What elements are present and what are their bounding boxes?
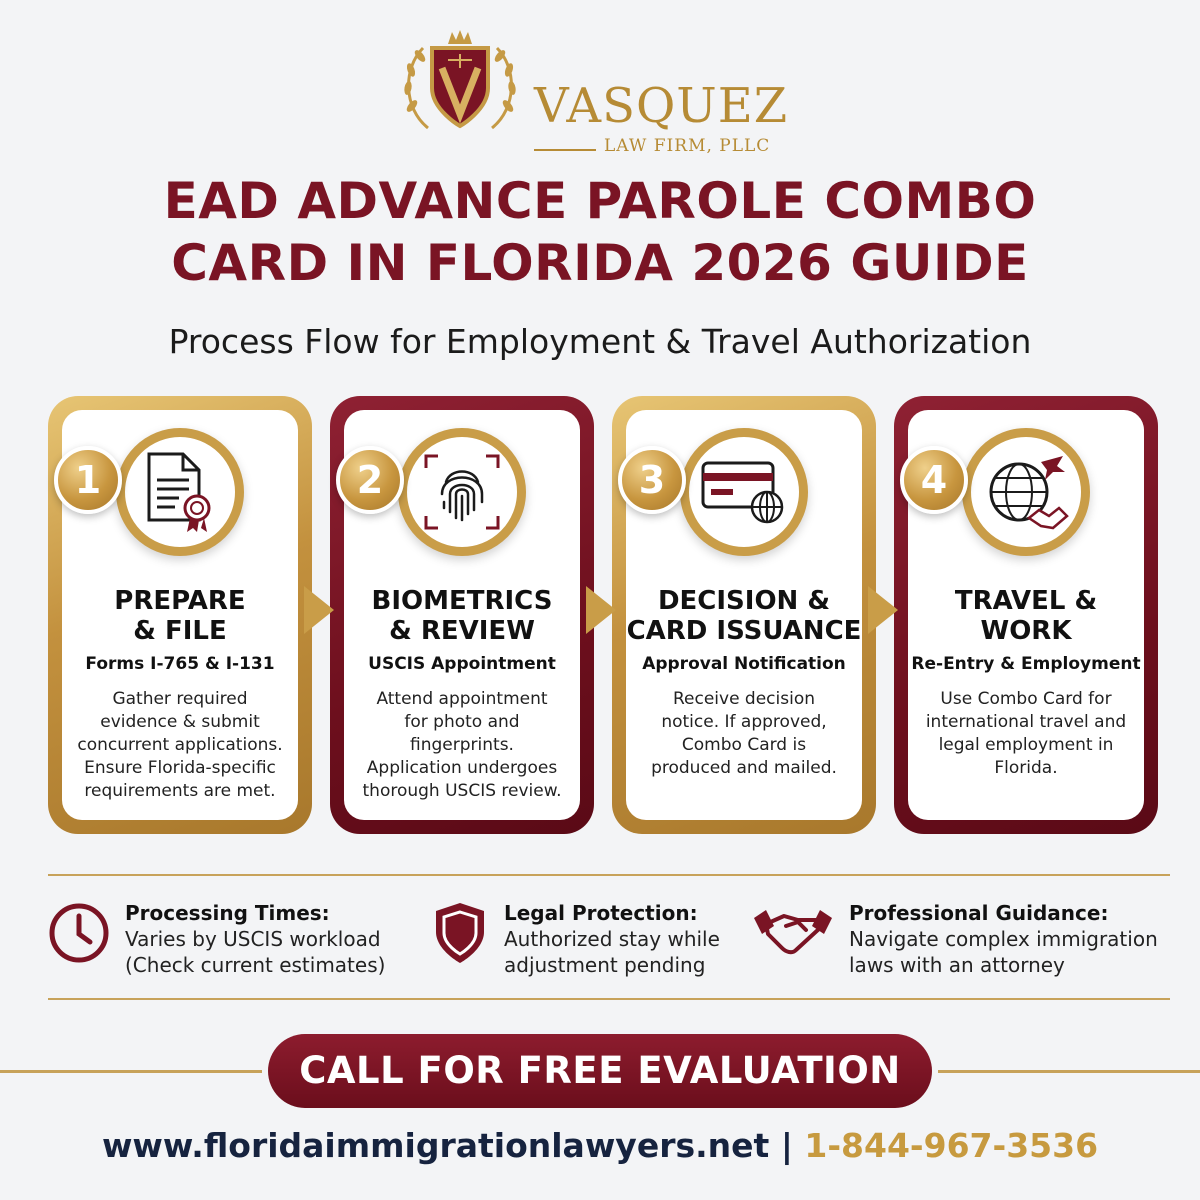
step-desc-line: notice. If approved, — [661, 712, 827, 732]
step-subtitle: USCIS Appointment — [368, 654, 556, 674]
step-desc-line: Ensure Florida-specific — [84, 758, 276, 778]
footer-separator: | — [780, 1126, 793, 1165]
step-subtitle: Re-Entry & Employment — [911, 654, 1141, 674]
step-desc-line: thorough USCIS review. — [362, 781, 562, 801]
step-number-badge: 3 — [618, 446, 686, 514]
step-desc-line: for photo and — [404, 712, 520, 732]
step-desc-line: international travel and — [925, 712, 1127, 732]
step-title — [908, 586, 1144, 646]
page-title-line1: EAD ADVANCE PAROLE COMBO — [163, 172, 1037, 230]
step-description — [354, 688, 570, 803]
info-line: Varies by USCIS workload — [125, 927, 381, 951]
globe-plane-handshake-icon — [983, 452, 1069, 532]
info-title: Professional Guidance: — [849, 901, 1109, 925]
info-text-block — [849, 900, 1158, 978]
step-title-line1: TRAVEL & — [954, 586, 1098, 616]
step-desc-line: evidence & submit — [100, 712, 260, 732]
info-legal-protection — [432, 900, 742, 990]
step-number-badge: 1 — [54, 446, 122, 514]
info-line: Authorized stay while — [504, 927, 720, 951]
step-description — [918, 688, 1134, 780]
step-desc-line: Attend appointment — [376, 689, 548, 709]
info-processing-times — [48, 900, 408, 990]
step-desc-line: Gather required — [112, 689, 248, 709]
step-title-line1: BIOMETRICS — [371, 586, 553, 616]
step-desc-line: requirements are met. — [84, 781, 276, 801]
step-desc-line: legal employment in — [938, 735, 1114, 755]
phone-link[interactable]: 1-844-967-3536 — [804, 1126, 1099, 1165]
cta-line-left — [0, 1070, 262, 1073]
step-title-line2: WORK — [980, 616, 1072, 646]
step-desc-line: Receive decision — [672, 689, 816, 709]
step-subtitle: Approval Notification — [642, 654, 846, 674]
divider-bottom — [48, 998, 1170, 1000]
step-title-line2: & REVIEW — [389, 616, 535, 646]
info-line: (Check current estimates) — [125, 953, 386, 977]
step-desc-line: Use Combo Card for — [940, 689, 1112, 709]
divider-top — [48, 874, 1170, 876]
info-title: Legal Protection: — [504, 901, 698, 925]
step-desc-line: concurrent applications. — [77, 735, 283, 755]
step-title — [344, 586, 580, 646]
step-desc-line: Florida. — [994, 758, 1058, 778]
step-subtitle: Forms I-765 & I-131 — [85, 654, 275, 674]
flow-arrow-icon — [868, 586, 898, 634]
page-title — [0, 170, 1200, 294]
flow-arrow-icon — [304, 586, 334, 634]
firm-crest-icon — [398, 28, 522, 138]
step-icon-frame — [398, 428, 526, 556]
card-globe-icon — [699, 457, 789, 527]
clock-icon — [48, 902, 110, 964]
flow-arrow-icon — [586, 586, 616, 634]
handshake-icon — [752, 906, 834, 958]
firm-name: VASQUEZ — [534, 78, 789, 134]
website-link[interactable]: www.floridaimmigrationlawyers.net — [101, 1126, 770, 1165]
step-desc-line: fingerprints. — [410, 735, 514, 755]
step-desc-line: Application undergoes — [366, 758, 558, 778]
logo-divider — [534, 149, 596, 151]
step-title-line1: PREPARE — [114, 586, 246, 616]
info-line: adjustment pending — [504, 953, 706, 977]
step-desc-line: Combo Card is — [681, 735, 807, 755]
info-line: Navigate complex immigration — [849, 927, 1158, 951]
firm-logo — [0, 28, 1200, 156]
step-title — [62, 586, 298, 646]
step-icon-frame — [680, 428, 808, 556]
footer-contact — [0, 1126, 1200, 1165]
step-number-badge: 4 — [900, 446, 968, 514]
info-text-block — [504, 900, 720, 978]
firm-subname: LAW FIRM, PLLC — [604, 136, 771, 156]
step-title-line2: CARD ISSUANCE — [626, 616, 862, 646]
step-title — [626, 586, 862, 646]
shield-icon — [432, 900, 488, 966]
cta-line-right — [938, 1070, 1200, 1073]
step-icon-frame — [962, 428, 1090, 556]
step-desc-line: produced and mailed. — [651, 758, 837, 778]
step-description — [72, 688, 288, 803]
page-title-line2: CARD IN FLORIDA 2026 GUIDE — [171, 234, 1029, 292]
step-number-badge: 2 — [336, 446, 404, 514]
step-title-line1: DECISION & — [657, 586, 831, 616]
info-text-block — [125, 900, 385, 978]
info-title: Processing Times: — [125, 901, 330, 925]
call-for-evaluation-button[interactable]: CALL FOR FREE EVALUATION — [268, 1034, 932, 1108]
step-icon-frame — [116, 428, 244, 556]
document-certificate-icon — [143, 450, 217, 534]
fingerprint-icon — [422, 452, 502, 532]
page-subtitle: Process Flow for Employment & Travel Authorization — [168, 322, 1032, 361]
step-title-line2: & FILE — [133, 616, 227, 646]
step-description — [636, 688, 852, 780]
info-line: laws with an attorney — [849, 953, 1065, 977]
info-professional-guidance — [752, 900, 1172, 990]
